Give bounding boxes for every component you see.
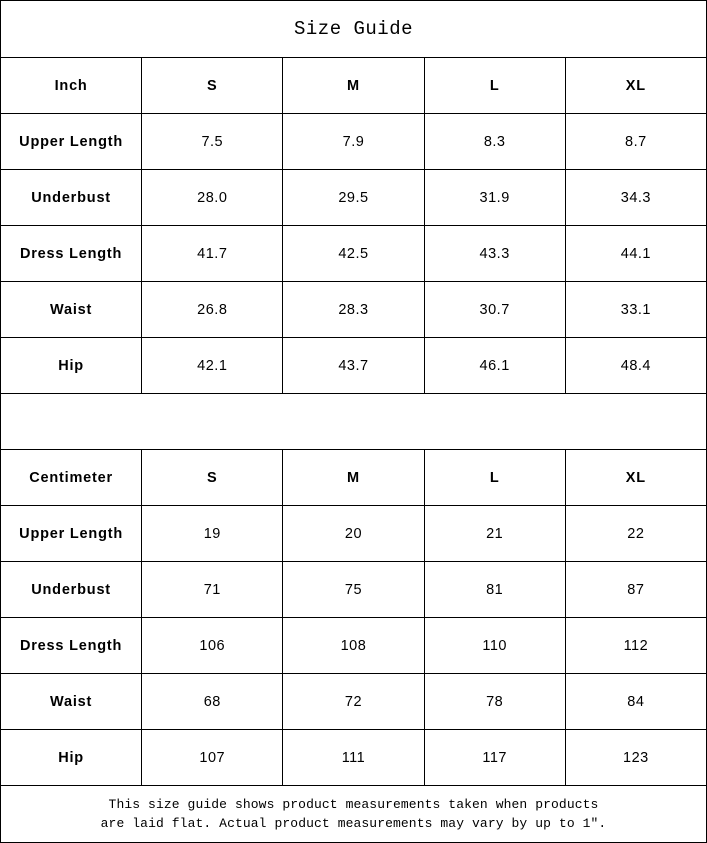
cell-value: 31.9	[424, 170, 565, 226]
title-row	[1, 1, 707, 58]
cell-value: 26.8	[142, 282, 283, 338]
table-row	[1, 226, 707, 282]
table-row	[1, 506, 707, 562]
spacer-row	[1, 394, 707, 450]
table-row	[1, 170, 707, 226]
row-label: Hip	[1, 730, 142, 786]
footnote-row	[1, 786, 707, 843]
size-header-xl: XL	[565, 450, 706, 506]
cell-value: 111	[283, 730, 424, 786]
size-header-m: M	[283, 450, 424, 506]
footnote	[1, 786, 707, 843]
size-header-s: S	[142, 58, 283, 114]
cell-value: 29.5	[283, 170, 424, 226]
table-row	[1, 618, 707, 674]
cell-value: 7.5	[142, 114, 283, 170]
cell-value: 107	[142, 730, 283, 786]
cell-value: 41.7	[142, 226, 283, 282]
cell-value: 84	[565, 674, 706, 730]
row-label: Upper Length	[1, 114, 142, 170]
cell-value: 30.7	[424, 282, 565, 338]
footnote-line-2: are laid flat. Actual product measurements may vary by up to 1″.	[100, 816, 607, 831]
cell-value: 8.7	[565, 114, 706, 170]
row-label: Upper Length	[1, 506, 142, 562]
size-header-xl: XL	[565, 58, 706, 114]
cell-value: 7.9	[283, 114, 424, 170]
table-row	[1, 730, 707, 786]
cell-value: 48.4	[565, 338, 706, 394]
cell-value: 22	[565, 506, 706, 562]
cell-value: 123	[565, 730, 706, 786]
cell-value: 43.3	[424, 226, 565, 282]
row-label: Underbust	[1, 562, 142, 618]
cell-value: 110	[424, 618, 565, 674]
footnote-line-1: This size guide shows product measurements taken when products	[108, 797, 599, 812]
row-label: Dress Length	[1, 618, 142, 674]
table-row	[1, 562, 707, 618]
page-title: Size Guide	[1, 1, 707, 58]
inch-header-row	[1, 58, 707, 114]
cell-value: 71	[142, 562, 283, 618]
cell-value: 78	[424, 674, 565, 730]
cell-value: 46.1	[424, 338, 565, 394]
cell-value: 42.5	[283, 226, 424, 282]
centimeter-header-row	[1, 450, 707, 506]
row-label: Dress Length	[1, 226, 142, 282]
row-label: Waist	[1, 674, 142, 730]
cell-value: 34.3	[565, 170, 706, 226]
cell-value: 44.1	[565, 226, 706, 282]
row-label: Waist	[1, 282, 142, 338]
spacer-cell	[1, 394, 707, 450]
cell-value: 112	[565, 618, 706, 674]
row-label: Hip	[1, 338, 142, 394]
cell-value: 108	[283, 618, 424, 674]
size-header-l: L	[424, 450, 565, 506]
cell-value: 87	[565, 562, 706, 618]
unit-header-inch: Inch	[1, 58, 142, 114]
unit-header-centimeter: Centimeter	[1, 450, 142, 506]
cell-value: 81	[424, 562, 565, 618]
table-row	[1, 338, 707, 394]
cell-value: 33.1	[565, 282, 706, 338]
cell-value: 19	[142, 506, 283, 562]
cell-value: 8.3	[424, 114, 565, 170]
table-row	[1, 282, 707, 338]
cell-value: 106	[142, 618, 283, 674]
cell-value: 43.7	[283, 338, 424, 394]
cell-value: 21	[424, 506, 565, 562]
cell-value: 75	[283, 562, 424, 618]
size-header-s: S	[142, 450, 283, 506]
cell-value: 68	[142, 674, 283, 730]
table-row	[1, 674, 707, 730]
table-row	[1, 114, 707, 170]
cell-value: 28.3	[283, 282, 424, 338]
size-header-m: M	[283, 58, 424, 114]
cell-value: 117	[424, 730, 565, 786]
cell-value: 72	[283, 674, 424, 730]
cell-value: 20	[283, 506, 424, 562]
row-label: Underbust	[1, 170, 142, 226]
cell-value: 42.1	[142, 338, 283, 394]
size-header-l: L	[424, 58, 565, 114]
cell-value: 28.0	[142, 170, 283, 226]
